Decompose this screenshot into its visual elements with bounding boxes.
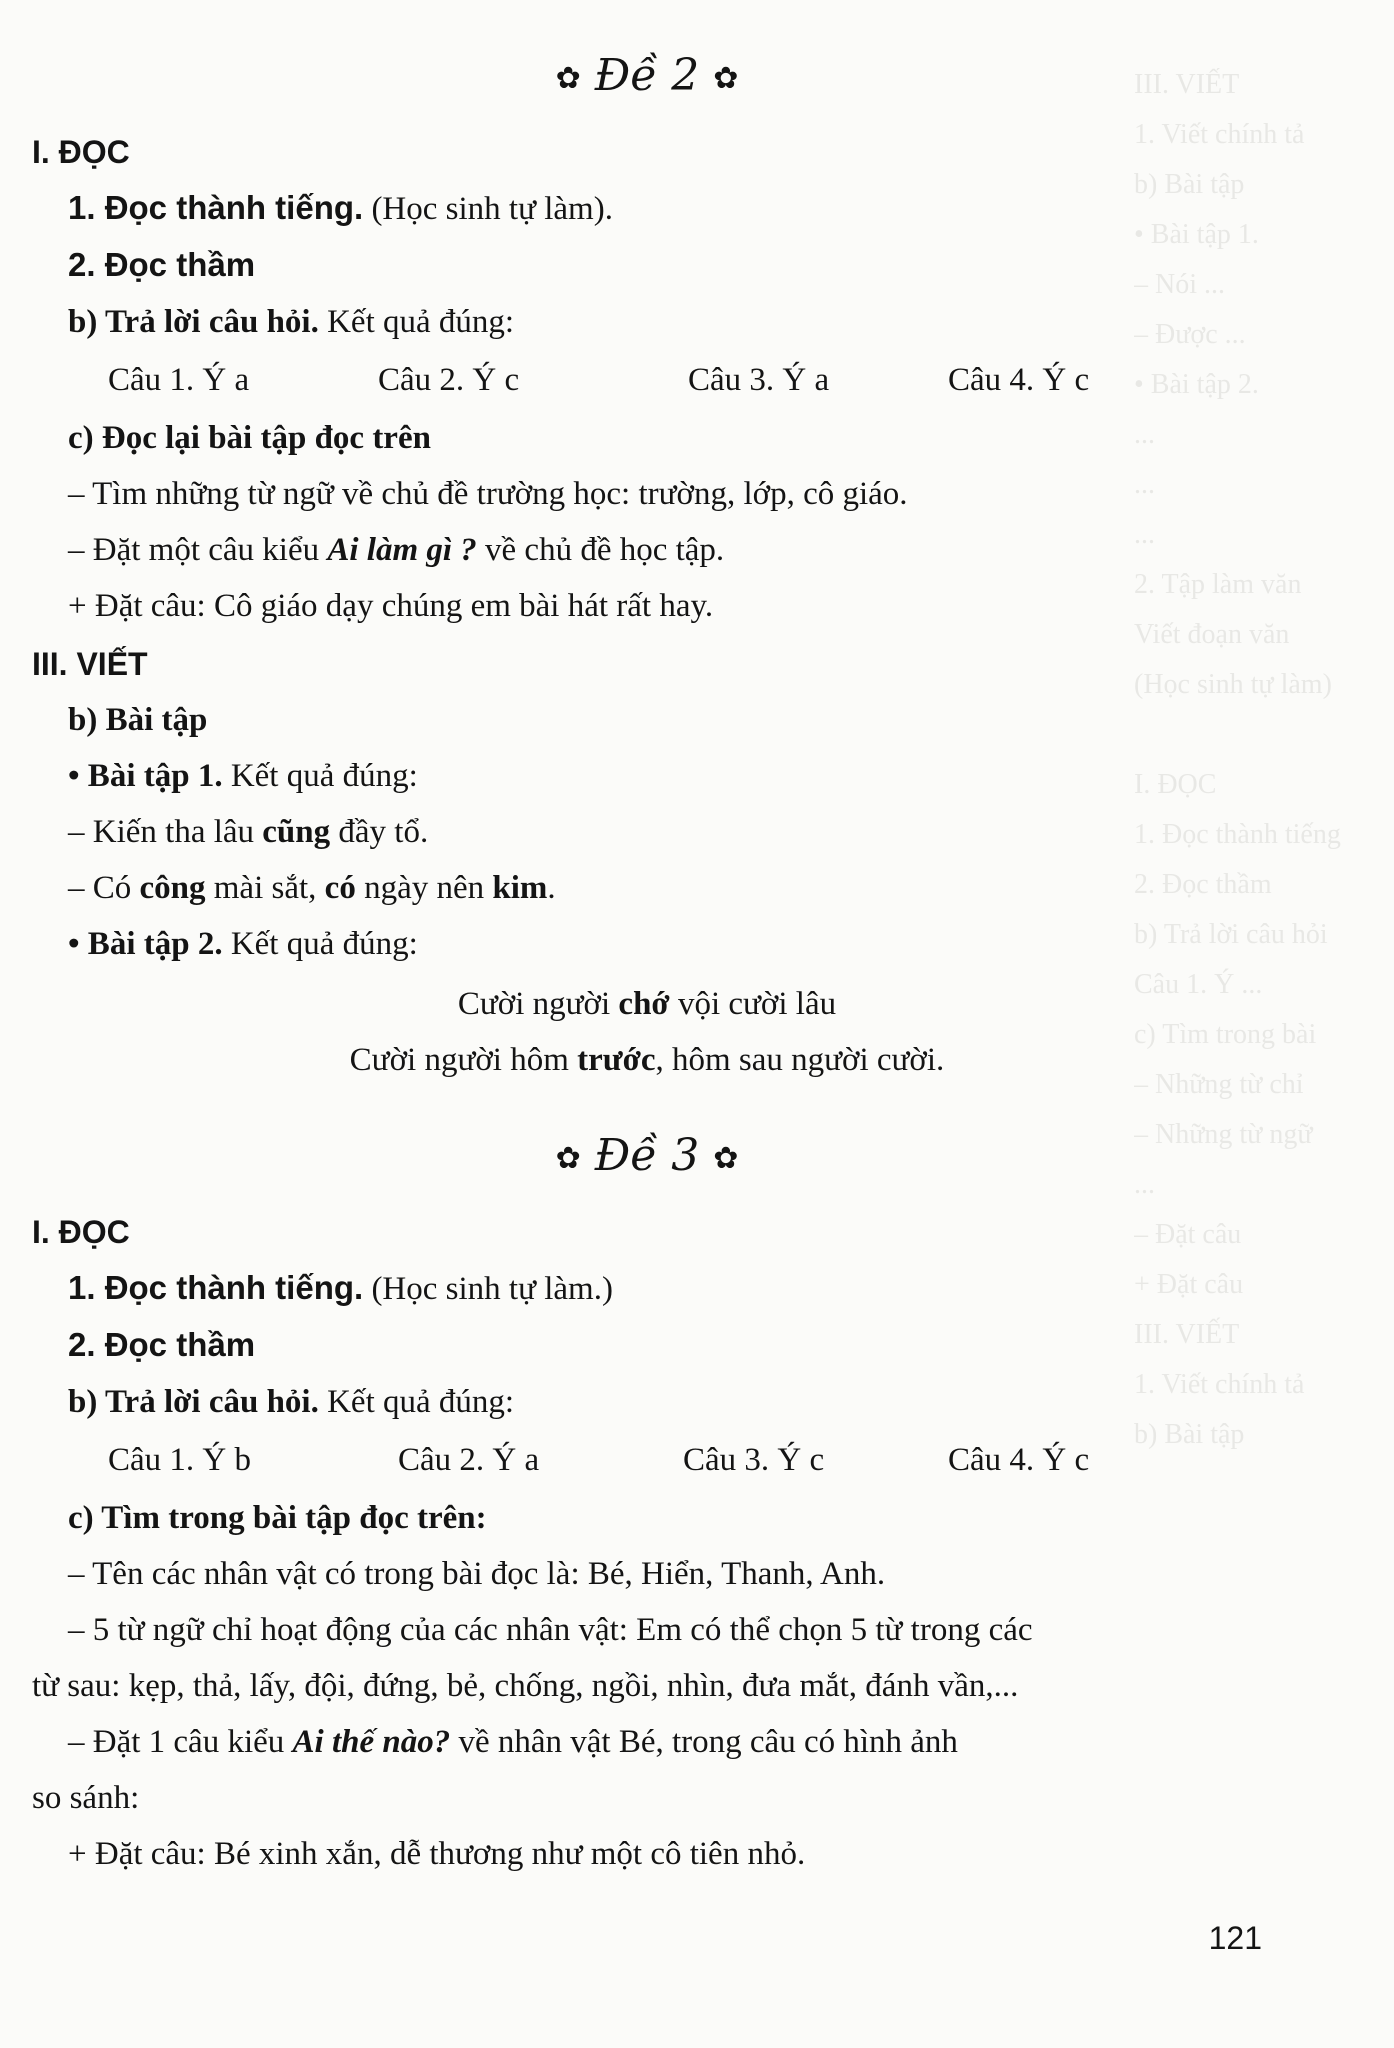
- de2-bt1-line1: [32, 804, 1262, 860]
- de2-poem1-b: chớ: [618, 986, 670, 1022]
- de2-c-line2-pre: – Đặt một câu kiểu: [68, 532, 328, 568]
- de2-c-line1: – Tìm những từ ngữ về chủ đề trường học: trường, lớp, cô giáo.: [68, 476, 908, 512]
- de3-item1: [32, 1260, 1262, 1317]
- de2-answer-3: Câu 3. Ý a: [688, 362, 830, 398]
- flower-icon: ✿: [713, 1140, 739, 1176]
- de3-item1-text: (Học sinh tự làm.): [363, 1271, 613, 1307]
- de2-bt1-line2-b: công: [139, 870, 206, 906]
- de2-bt2: [32, 916, 1262, 972]
- de3-b-text: Kết quả đúng:: [318, 1384, 515, 1420]
- de2-item1-text: (Học sinh tự làm).: [363, 191, 613, 227]
- de2-answers: [32, 350, 1262, 410]
- de2-poem-line1: [32, 976, 1262, 1032]
- de2-c: [32, 410, 1262, 466]
- de2-c-line2-post: về chủ đề học tập.: [476, 532, 725, 568]
- flower-icon: ✿: [555, 1140, 581, 1176]
- de3-answer-2: Câu 2. Ý a: [398, 1442, 540, 1478]
- de2-doc-heading: I. ĐỌC: [32, 134, 130, 170]
- de3-c-line1: – Tên các nhân vật có trong bài đọc là: Bé, Hiển, Thanh, Anh.: [68, 1556, 886, 1592]
- flower-icon: ✿: [713, 60, 739, 96]
- section-title-de2: [32, 48, 1262, 104]
- de2-bt1-line1-c: đầy tổ.: [330, 814, 429, 850]
- de3-c-line3-em: Ai thế nào?: [292, 1724, 451, 1760]
- de3-c-label: c) Tìm trong bài tập đọc trên:: [68, 1500, 487, 1536]
- de2-bt-heading-text: b) Bài tập: [68, 702, 208, 738]
- de2-c-line2-em: Ai làm gì ?: [327, 532, 477, 568]
- de2-bt1-line2-a: – Có: [68, 870, 140, 906]
- de2-poem1-c: vội cười lâu: [669, 986, 837, 1022]
- de2-b-label: b) Trả lời câu hỏi.: [68, 304, 319, 340]
- de3-c-line2a: – 5 từ ngữ chỉ hoạt động của các nhân vật: Em có thể chọn 5 từ trong các: [68, 1612, 1033, 1648]
- de2-bt1-line2-d: có: [324, 870, 356, 906]
- de3-item2: [32, 1317, 1262, 1374]
- de2-answer-1: Câu 1. Ý a: [108, 362, 250, 398]
- de2-poem2-c: , hôm sau người cười.: [655, 1042, 945, 1078]
- de2-bt-heading: [32, 692, 1262, 748]
- de2-bt1-line2-e: ngày nên: [355, 870, 493, 906]
- page-content: [32, 48, 1262, 1882]
- de2-bt1-line2-c: mài sắt,: [205, 870, 325, 906]
- de2-poem2-a: Cười người hôm: [349, 1042, 578, 1078]
- section-title-de3: [32, 1128, 1262, 1184]
- de3-answer-4: Câu 4. Ý c: [948, 1442, 1090, 1478]
- de3-doc-heading: I. ĐỌC: [32, 1214, 130, 1250]
- de2-bt2-label: • Bài tập 2.: [68, 926, 223, 962]
- de2-bt1-line1-b: cũng: [262, 814, 331, 850]
- de2-bt1-text: Kết quả đúng:: [222, 758, 418, 794]
- de2-viet-heading: III. VIẾT: [32, 646, 148, 682]
- de2-poem-line2: [32, 1032, 1262, 1088]
- de3-item2-label: 2. Đọc thầm: [68, 1326, 256, 1363]
- de3-c-line3-pre: – Đặt 1 câu kiểu: [68, 1724, 293, 1760]
- de2-answer-4: Câu 4. Ý c: [948, 362, 1090, 398]
- de3-c-line3-post: về nhân vật Bé, trong câu có hình ảnh: [450, 1724, 958, 1760]
- de2-c-line2: [32, 522, 1262, 578]
- de3-item1-label: 1. Đọc thành tiếng.: [68, 1269, 364, 1306]
- de2-bt1-label: • Bài tập 1.: [68, 758, 223, 794]
- de2-b-text: Kết quả đúng:: [318, 304, 515, 340]
- de2-bt1-line1-a: – Kiến tha lâu: [68, 814, 263, 850]
- de2-poem2-b: trước: [577, 1042, 656, 1078]
- de2-b: [32, 294, 1262, 350]
- de3-title-text: Đề 3: [594, 1130, 700, 1181]
- de3-c-line3: [32, 1714, 1262, 1770]
- de3-b: [32, 1374, 1262, 1430]
- de2-bt1-line2: [32, 860, 1262, 916]
- de2-item1-label: 1. Đọc thành tiếng.: [68, 189, 364, 226]
- de2-bt2-text: Kết quả đúng:: [222, 926, 418, 962]
- de2-c-label: c) Đọc lại bài tập đọc trên: [68, 420, 431, 456]
- de2-bt1: [32, 748, 1262, 804]
- bleed-through-text: III. VIẾT 1. Viết chính tả b) Bài tập • Bài tập 1. – Nói ... – Được ... • Bài tập 2. ... ... ... 2. Tập làm văn Viết đoạn văn (Học sinh tự làm) I. ĐỌC 1. Đọc thành tiếng 2. Đọc thầm b) Trả lời câu hỏi Câu 1. Ý ... c) Tìm trong bài – Những từ chỉ – Những từ ngữ ... – Đặt câu + Đặt câu III. VIẾT 1. Viết chính tả b) Bài tập: [1134, 69, 1341, 1450]
- de2-answer-2: Câu 2. Ý c: [378, 362, 520, 398]
- de2-poem1-a: Cười người: [457, 986, 619, 1022]
- de3-c-line3b: so sánh:: [32, 1780, 140, 1816]
- de3-c: [32, 1490, 1262, 1546]
- de2-item2: [32, 237, 1262, 294]
- page-number: 121: [1208, 1920, 1262, 1956]
- de3-answer-3: Câu 3. Ý c: [683, 1442, 825, 1478]
- de3-answer-1: Câu 1. Ý b: [108, 1442, 251, 1478]
- de3-b-label: b) Trả lời câu hỏi.: [68, 1384, 319, 1420]
- de2-item2-label: 2. Đọc thầm: [68, 246, 256, 283]
- de2-item1: [32, 180, 1262, 237]
- de2-bt1-line2-g: .: [547, 870, 556, 906]
- de2-c-line3: + Đặt câu: Cô giáo dạy chúng em bài hát rất hay.: [68, 588, 714, 624]
- de3-answers: [32, 1430, 1262, 1490]
- de2-bt1-line2-f: kim: [492, 870, 548, 906]
- de3-c-line4: + Đặt câu: Bé xinh xắn, dễ thương như một cô tiên nhỏ.: [68, 1836, 806, 1872]
- de3-c-line2b: từ sau: kẹp, thả, lấy, đội, đứng, bẻ, chống, ngồi, nhìn, đưa mắt, đánh vần,...: [32, 1668, 1019, 1704]
- de2-title-text: Đề 2: [594, 50, 700, 101]
- flower-icon: ✿: [555, 60, 581, 96]
